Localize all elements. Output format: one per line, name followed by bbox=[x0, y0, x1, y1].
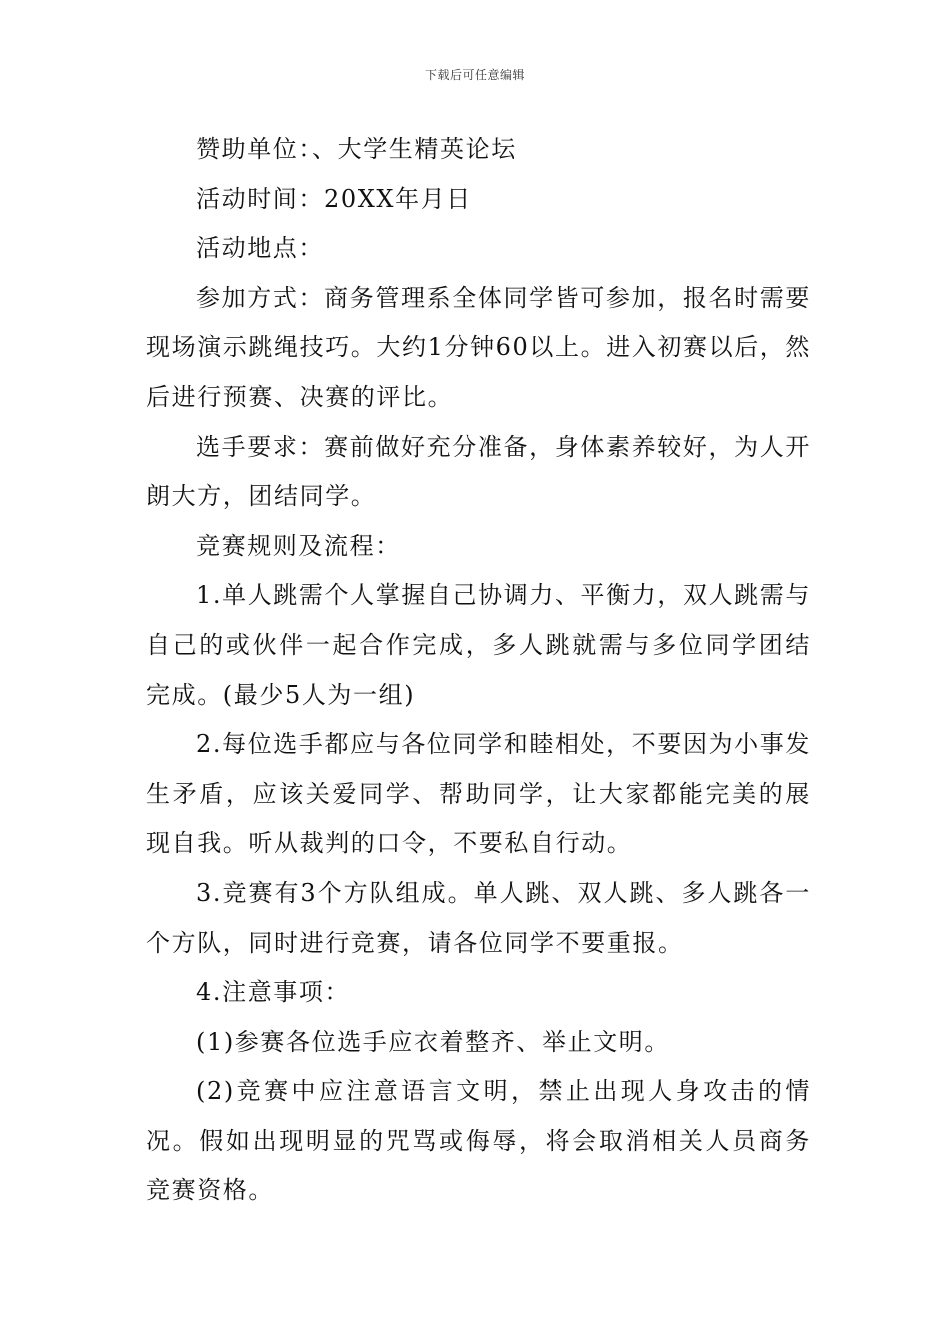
rule-item-1: 1.单人跳需个人掌握自己协调力、平衡力，双人跳需与自己的或伙伴一起合作完成，多人跳就需与多位同学团结完成。(最少5人为一组) bbox=[146, 581, 811, 709]
notice-item-2: (2)竞赛中应注意语言文明，禁止出现人身攻击的情况。假如出现明显的咒骂或侮辱，将会取消相关人员商务竞赛资格。 bbox=[146, 1077, 811, 1205]
rules-heading: 竞赛规则及流程： bbox=[196, 531, 401, 560]
event-time-line: 活动时间：20XX年月日 bbox=[196, 184, 472, 213]
event-location-line: 活动地点： bbox=[196, 234, 324, 263]
notice-item-1: (1)参赛各位选手应衣着整齐、举止文明。 bbox=[196, 1027, 670, 1056]
rule-item-4-heading: 4.注意事项： bbox=[196, 978, 351, 1007]
rule-item-2: 2.每位选手都应与各位同学和睦相处，不要因为小事发生矛盾，应该关爱同学、帮助同学，让大家都能完美的展现自我。听从裁判的口令，不要私自行动。 bbox=[146, 730, 811, 858]
page-header-note: 下载后可任意编辑 bbox=[424, 68, 525, 82]
contestant-requirements-paragraph: 选手要求：赛前做好充分准备，身体素养较好，为人开朗大方，团结同学。 bbox=[146, 432, 811, 511]
participation-paragraph: 参加方式：商务管理系全体同学皆可参加，报名时需要现场演示跳绳技巧。大约1分钟60以上。进入初赛以后，然后进行预赛、决赛的评比。 bbox=[146, 283, 812, 411]
sponsor-line: 赞助单位：、大学生精英论坛 bbox=[196, 135, 517, 163]
rule-item-3: 3.竞赛有3个方队组成。单人跳、双人跳、多人跳各一个方队，同时进行竞赛，请各位同学不要重报。 bbox=[146, 878, 811, 957]
document-body bbox=[146, 125, 811, 1216]
